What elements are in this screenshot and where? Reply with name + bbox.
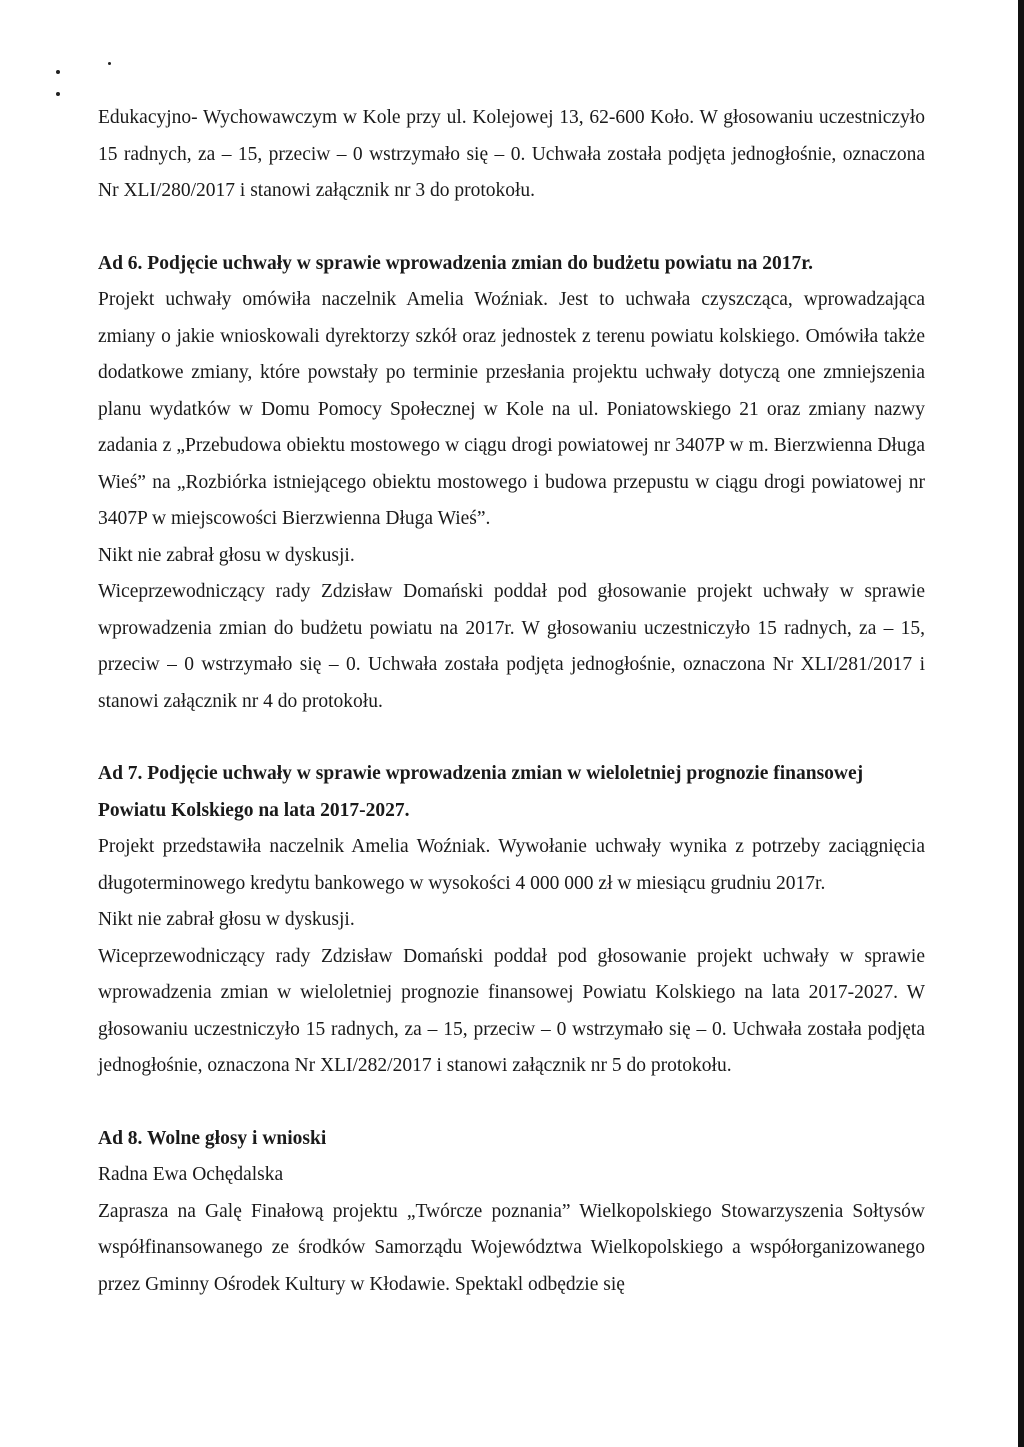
- ad8-body: Zaprasza na Galę Finałową projektu „Twórcze poznania” Wielkopolskiego Stowarzyszenia Sołtysów współfinansowanego ze środków Samorządu Województwa Wielkopolskiego a współorganizowanego przez Gminny Ośrodek Kultury w Kłodawie. Spektakl odbędzie się: [98, 1200, 925, 1295]
- spacer: [98, 720, 925, 756]
- ad6-vote: Wiceprzewodniczący rady Zdzisław Domański poddał pod głosowanie projekt uchwały w sprawie wprowadzenia zmian do budżetu powiatu na 2017r. W głosowaniu uczestniczyło 15 radnych, za – 15, przeciw – 0 wstrzymało się – 0. Uchwała została podjęta jednogłośnie, oznaczona Nr XLI/281/2017 i stanowi załącznik nr 4 do protokołu.: [98, 581, 925, 712]
- ad7-heading: Ad 7. Podjęcie uchwały w sprawie wprowadzenia zmian w wieloletniej prognozie finansowej Powiatu Kolskiego na lata 2017-2027.: [98, 763, 864, 821]
- ad8-heading: Ad 8. Wolne głosy i wnioski: [98, 1127, 327, 1149]
- ad6-body: Projekt uchwały omówiła naczelnik Amelia Woźniak. Jest to uchwała czyszcząca, wprowadzająca zmiany o jakie wnioskowali dyrektorzy szkół oraz jednostek z terenu powiatu kolskiego. Omówiła także dodatkowe zmiany, które powstały po terminie przesłania projektu uchwały dotyczą one zmniejszenia planu wydatków w Domu Pomocy Społecznej w Kole na ul. Poniatowskiego 21 oraz zmiany nazwy zadania z „Przebudowa obiektu mostowego w ciągu drogi powiatowej nr 3407P w m. Bierzwienna Długa Wieś” na „Rozbiórka istniejącego obiektu mostowego i budowa przepustu w ciągu drogi powiatowej nr 3407P w miejscowości Bierzwienna Długa Wieś”.: [98, 289, 925, 529]
- ad7-body: Projekt przedstawiła naczelnik Amelia Woźniak. Wywołanie uchwały wynika z potrzeby zaciągnięcia długoterminowego kredytu bankowego w wysokości 4 000 000 zł w miesiącu grudniu 2017r.: [98, 836, 925, 894]
- spacer: [98, 1085, 925, 1121]
- ad6-no-discussion: Nikt nie zabrał głosu w dyskusji.: [98, 544, 355, 566]
- scan-dot: [108, 62, 111, 65]
- scan-dot: [56, 92, 60, 96]
- ad8-speaker: Radna Ewa Ochędalska: [98, 1164, 284, 1185]
- document-body: [98, 100, 925, 1303]
- ad7-vote: Wiceprzewodniczący rady Zdzisław Domański poddał pod głosowanie projekt uchwały w sprawie wprowadzenia zmian w wieloletniej prognozie finansowej Powiatu Kolskiego na lata 2017-2027. W głosowaniu uczestniczyło 15 radnych, za – 15, przeciw – 0 wstrzymało się – 0. Uchwała została podjęta jednogłośnie, oznaczona Nr XLI/282/2017 i stanowi załącznik nr 5 do protokołu.: [98, 945, 925, 1076]
- ad7-no-discussion: Nikt nie zabrał głosu w dyskusji.: [98, 909, 355, 930]
- ad6-heading: Ad 6. Podjęcie uchwały w sprawie wprowadzenia zmian do budżetu powiatu na 2017r.: [98, 252, 814, 274]
- scan-edge: [1018, 0, 1024, 1447]
- scan-dot: [56, 70, 60, 74]
- intro-paragraph: Edukacyjno- Wychowawczym w Kole przy ul. Kolejowej 13, 62-600 Koło. W głosowaniu uczestniczyło 15 radnych, za – 15, przeciw – 0 wstrzymało się – 0. Uchwała została podjęta jednogłośnie, oznaczona Nr XLI/280/2017 i stanowi załącznik nr 3 do protokołu.: [98, 107, 925, 201]
- spacer: [98, 210, 925, 246]
